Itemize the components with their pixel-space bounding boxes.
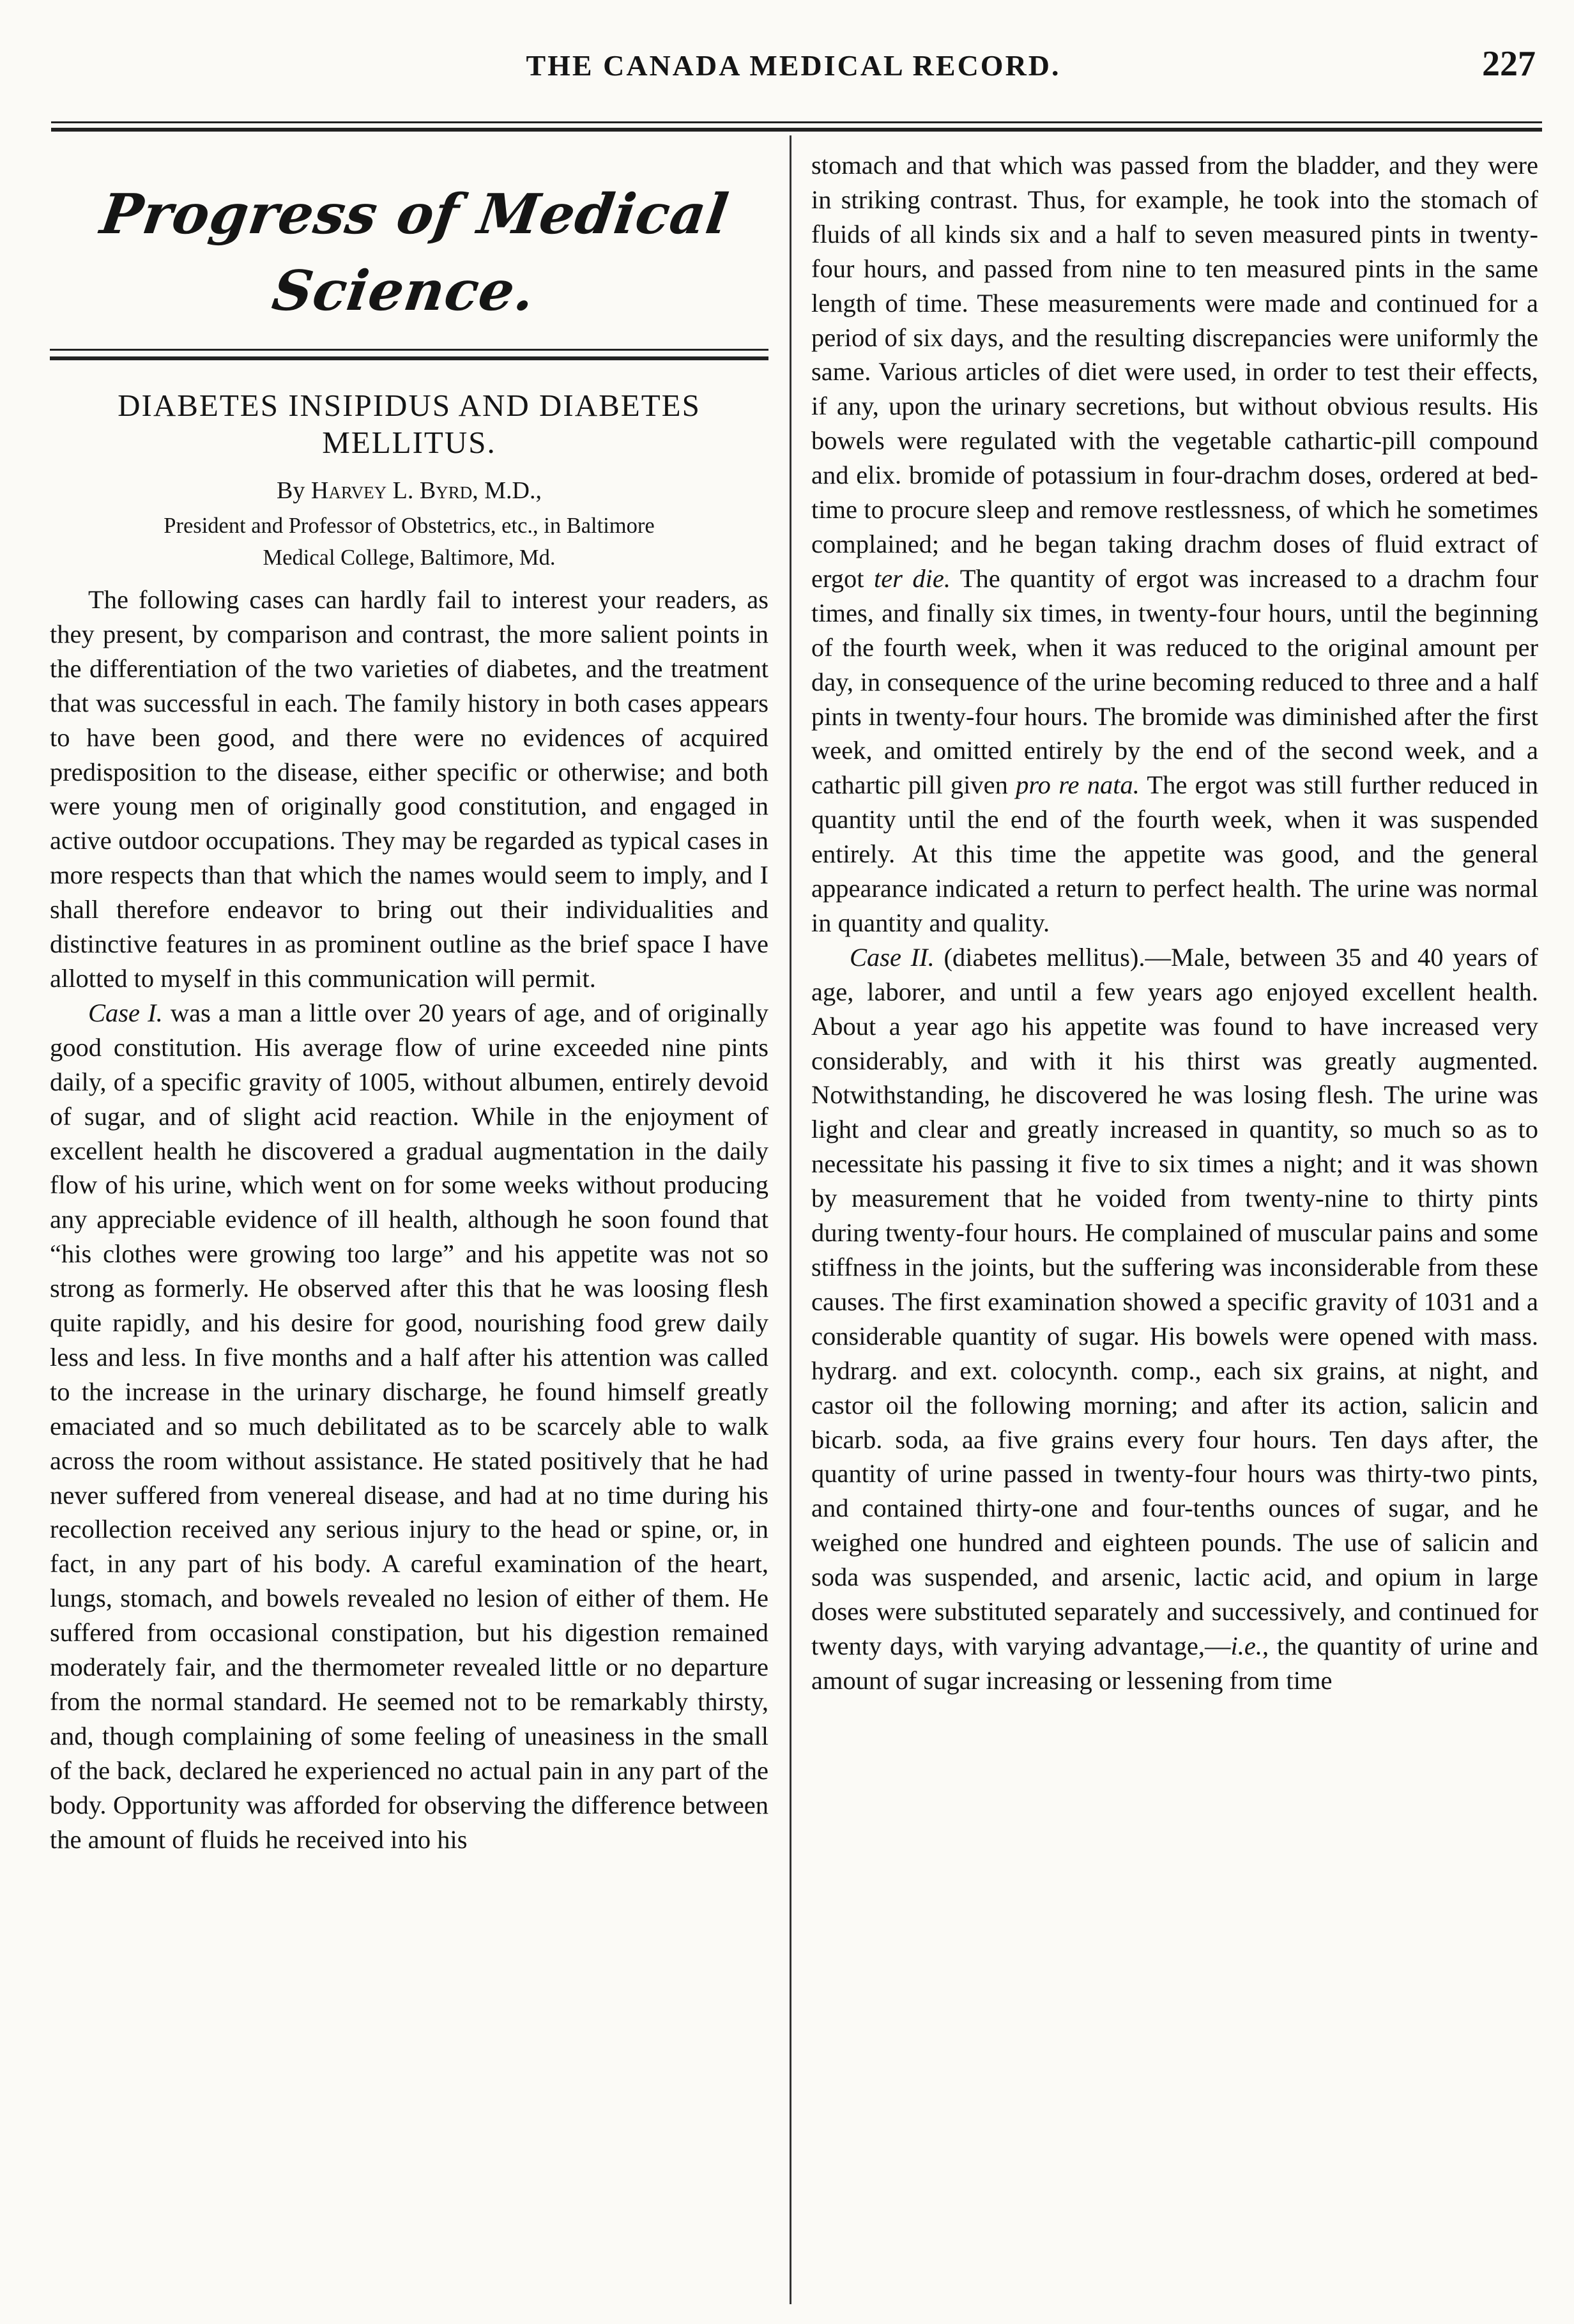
ter-die-term: ter die.	[873, 563, 951, 593]
article-title-line1: DIABETES INSIPIDUS AND DIABETES	[118, 388, 701, 423]
byline-prefix: By	[277, 477, 311, 504]
case1-cont-a: stomach and that which was passed from the bladder, and they were in striking contrast. Thus, for example, he took into the stomach of fluids of all kinds six and a half to seven measured pints in twenty-four hours, and passed from nine to ten measured pints in the same length of time. These measurements were made and continued for a period of six days, and the resulting discrepancies were uniformly the same. Various articles of diet were used, in order to test their effects, if any, upon the urinary secretions, but without obvious results. His bowels were regulated with the vegetable cathartic-pill compound and elix. bromide of potassium in four-drachm doses, ordered at bed-time to procure sleep and remove restlessness, of which he sometimes complained; and he began taking drachm doses of fluid extract of ergot	[811, 151, 1538, 593]
intro-paragraph: The following cases can hardly fail to interest your readers, as they present, by comparison and contrast, the more salient points in the differentiation of the two varieties of diabetes, and the treatment that was successful in each. The family history in both cases appears to have been good, and there were no evidences of acquired predisposition to the disease, either specific or otherwise; and both were young men of originally good constitution, and engaged in active outdoor occupations. They may be regarded as typical cases in more respects than that which the names would seem to imply, and I shall therefore endeavor to bring out their individualities and distinctive features in as prominent outline as the brief space I have allotted to myself in this communication will permit.	[50, 585, 768, 993]
pro-re-nata-term: pro re nata.	[1016, 770, 1140, 800]
header-rule-thick	[51, 128, 1542, 132]
case1-text: was a man a little over 20 years of age, and of originally good constitution. His average flow of urine exceeded nine pints daily, of a specific gravity of 1005, without albumen, entirely devoid of sugar, and of slight acid reaction. While in the enjoyment of excellent health he discovered a gradual augmentation in the daily flow of his urine, which went on for some weeks without producing any appreciable evidence of ill health, although he soon found that “his clothes were growing too large” and his appetite was not so strong as formerly. He observed after this that he was loosing flesh quite rapidly, and his desire for good, nourishing food grew daily less and less. In five months and a half after his attention was called to the increase in the urinary discharge, he found himself greatly emaciated and so much debilitated as to be scarcely able to walk across the room without assistance. He stated positively that he had never suffered from venereal disease, and had at no time during his recollection received any serious injury to the head or spine, or, in fact, in any part of his body. A careful examination of the heart, lungs, stomach, and bowels revealed no lesion of either of them. He suffered from occasional constipation, but his digestion remained moderately fair, and the thermometer revealed little or no departure from the normal standard. He seemed not to be remarkably thirsty, and, though complaining of some feeling of uneasiness in the small of the back, declared he experienced no actual pain in any part of the body. Opportunity was afforded for observing the difference between the amount of fluids he received into his	[50, 998, 768, 1854]
left-column	[50, 167, 768, 1857]
case2-label: Case II.	[850, 942, 935, 972]
affiliation-line2: Medical College, Baltimore, Md.	[263, 546, 556, 570]
journal-title: THE CANADA MEDICAL RECORD.	[526, 49, 1061, 82]
section-title: Progress of Medical Science.	[96, 182, 733, 323]
case1-paragraph	[50, 996, 768, 1857]
author-name: Harvey L. Byrd, M.D.,	[310, 477, 542, 504]
case2-end: , the quantity of urine and amount of sugar increasing or lessening from time	[811, 1631, 1539, 1695]
author-affiliation	[50, 510, 768, 574]
case2-paragraph	[811, 940, 1538, 1698]
affiliation-line1: President and Professor of Obstetrics, etc., in Baltimore	[164, 514, 655, 538]
case2-text: (diabetes mellitus).—Male, between 35 and 40 years of age, laborer, and until a few years ago enjoyed excellent health. About a year ago his appetite was found to have increased very considerably, and with it his thirst was greatly augmented. Notwithstanding, he discovered he was losing flesh. The urine was light and clear and greatly increased in quantity, so much so as to necessitate his passing it five to six times a night; and it was shown by measurement that he voided from twenty-nine to thirty pints during twenty-four hours. He complained of muscular pains and some stiffness in the joints, but the suffering was inconsiderable from these causes. The first examination showed a specific gravity of 1031 and a considerable quantity of sugar. His bowels were opened with mass. hydrarg. and ext. colocynth. comp., each six grains, at night, and castor oil the following morning; and after its action, salicin and bicarb. soda, aa five grains every four hours. Ten days after, the quantity of urine passed in twenty-four hours was thirty-two pints, and contained thirty-one and four-tenths ounces of sugar, and he weighed one hundred and eighteen pounds. The use of salicin and soda was suspended, and arsenic, lactic acid, and opium in large doses were substituted separately and successively, and continued for twenty days, with varying advantage,—	[811, 942, 1539, 1660]
byline	[50, 474, 768, 507]
right-column	[811, 148, 1538, 1698]
case1-continuation-paragraph	[811, 148, 1538, 940]
column-divider	[790, 135, 791, 2304]
page-number: 227	[1482, 44, 1536, 84]
section-rule-thick	[50, 356, 768, 360]
section-rule-thin	[50, 349, 768, 351]
running-header	[51, 40, 1536, 91]
article-title-line2: MELLITUS.	[322, 425, 496, 460]
ie-abbrev: i.e.	[1230, 1631, 1262, 1660]
case1-cont-c: The ergot was still further reduced in quantity until the end of the fourth week, when it was suspended entirely. At this time the appetite was good, and the general appearance indicated a return to perfect health. The urine was normal in quantity and quality.	[811, 770, 1538, 937]
case1-cont-b: The quantity of ergot was increased to a drachm four times, and finally six times, in twenty-four hours, until the beginning of the fourth week, when it was reduced to the original amount per day, in consequence of the urine becoming reduced to three and a half pints in twenty-four hours. The bromide was diminished after the first week, and omitted entirely by the end of the second week, and a cathartic pill given	[811, 563, 1539, 800]
header-rule-thin	[51, 121, 1542, 123]
case1-label: Case I.	[88, 998, 163, 1027]
article-title	[50, 387, 768, 461]
